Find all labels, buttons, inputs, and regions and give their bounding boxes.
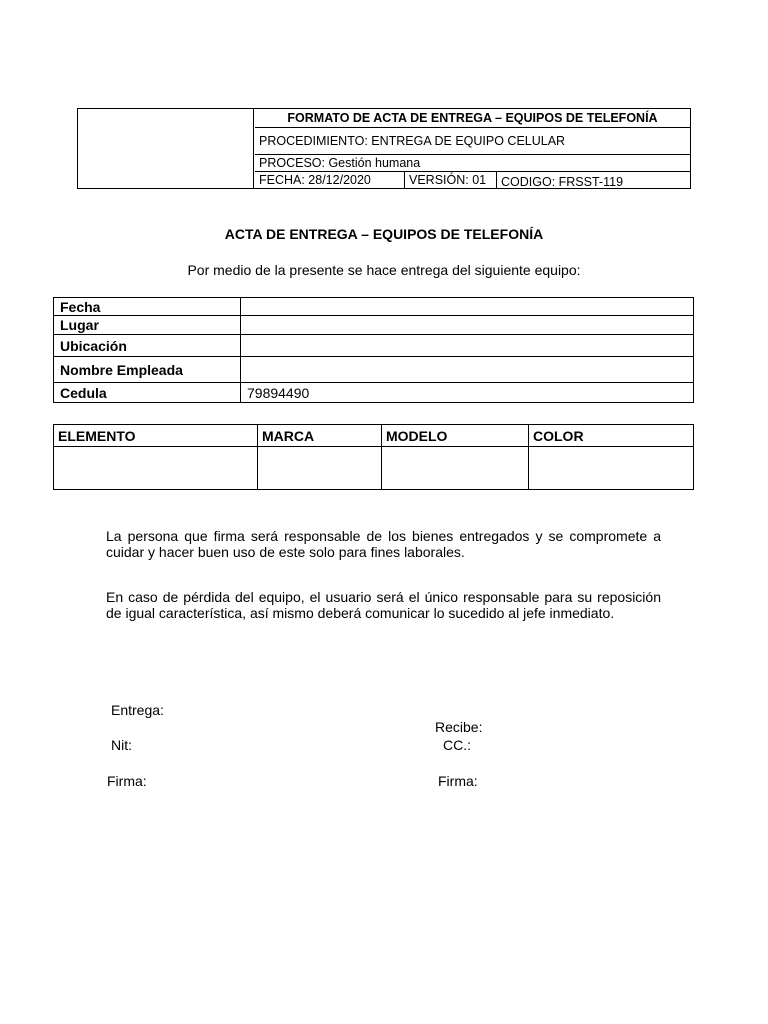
info-label-lugar: Lugar: [54, 316, 241, 335]
table-row: [54, 357, 694, 383]
table-row: [54, 316, 694, 335]
process-label: PROCESO: Gestión humana: [255, 155, 690, 172]
col-header-modelo: MODELO: [382, 425, 529, 447]
table-row: [54, 383, 694, 403]
employee-info-table: [53, 297, 694, 403]
header-meta-row: [255, 172, 690, 188]
document-title: ACTA DE ENTREGA – EQUIPOS DE TELEFONÍA: [224, 226, 544, 242]
logo-placeholder: [78, 109, 254, 188]
header-version: VERSIÓN: 01: [405, 172, 497, 188]
document-header: [77, 108, 691, 189]
table-row: [54, 298, 694, 316]
signature-nit-label: Nit:: [111, 737, 132, 753]
info-label-nombre: Nombre Empleada: [54, 357, 241, 383]
table-row: [54, 335, 694, 357]
signature-recibe-label: Recibe:: [435, 719, 483, 735]
info-value-fecha[interactable]: [241, 298, 694, 316]
info-value-lugar[interactable]: [241, 316, 694, 335]
equipment-table: [53, 424, 694, 490]
signature-cc-label: CC.:: [443, 737, 471, 753]
table-header-row: [54, 425, 694, 447]
intro-text: Por medio de la presente se hace entrega del siguiente equipo:: [187, 262, 581, 278]
header-date: FECHA: 28/12/2020: [255, 172, 405, 188]
format-title: FORMATO DE ACTA DE ENTREGA – EQUIPOS DE TELEFONÍA: [255, 109, 690, 128]
info-value-nombre[interactable]: [241, 357, 694, 383]
cell-modelo[interactable]: [382, 447, 529, 490]
info-label-ubicacion: Ubicación: [54, 335, 241, 357]
signature-firma-right: Firma:: [438, 773, 478, 789]
info-label-cedula: Cedula: [54, 383, 241, 403]
table-row: [54, 447, 694, 490]
cell-elemento[interactable]: [54, 447, 258, 490]
header-code: CODIGO: FRSST-119: [501, 174, 624, 189]
info-value-ubicacion[interactable]: [241, 335, 694, 357]
cell-marca[interactable]: [258, 447, 382, 490]
responsibility-paragraph: La persona que firma será responsable de los bienes entregados y se compromete a cuidar y hacer buen uso de este solo para fines laborales.: [106, 528, 661, 560]
col-header-elemento: ELEMENTO: [54, 425, 258, 447]
procedure-label: PROCEDIMIENTO: ENTREGA DE EQUIPO CELULAR: [255, 128, 690, 155]
info-value-cedula[interactable]: 79894490: [241, 383, 694, 403]
col-header-color: COLOR: [529, 425, 694, 447]
signature-entrega-label: Entrega:: [111, 702, 164, 718]
info-label-fecha: Fecha: [54, 298, 241, 316]
loss-paragraph: En caso de pérdida del equipo, el usuario será el único responsable para su reposición de igual característica, así mismo deberá comunicar lo sucedido al jefe inmediato.: [106, 589, 661, 621]
signature-firma-left: Firma:: [107, 773, 147, 789]
cell-color[interactable]: [529, 447, 694, 490]
col-header-marca: MARCA: [258, 425, 382, 447]
